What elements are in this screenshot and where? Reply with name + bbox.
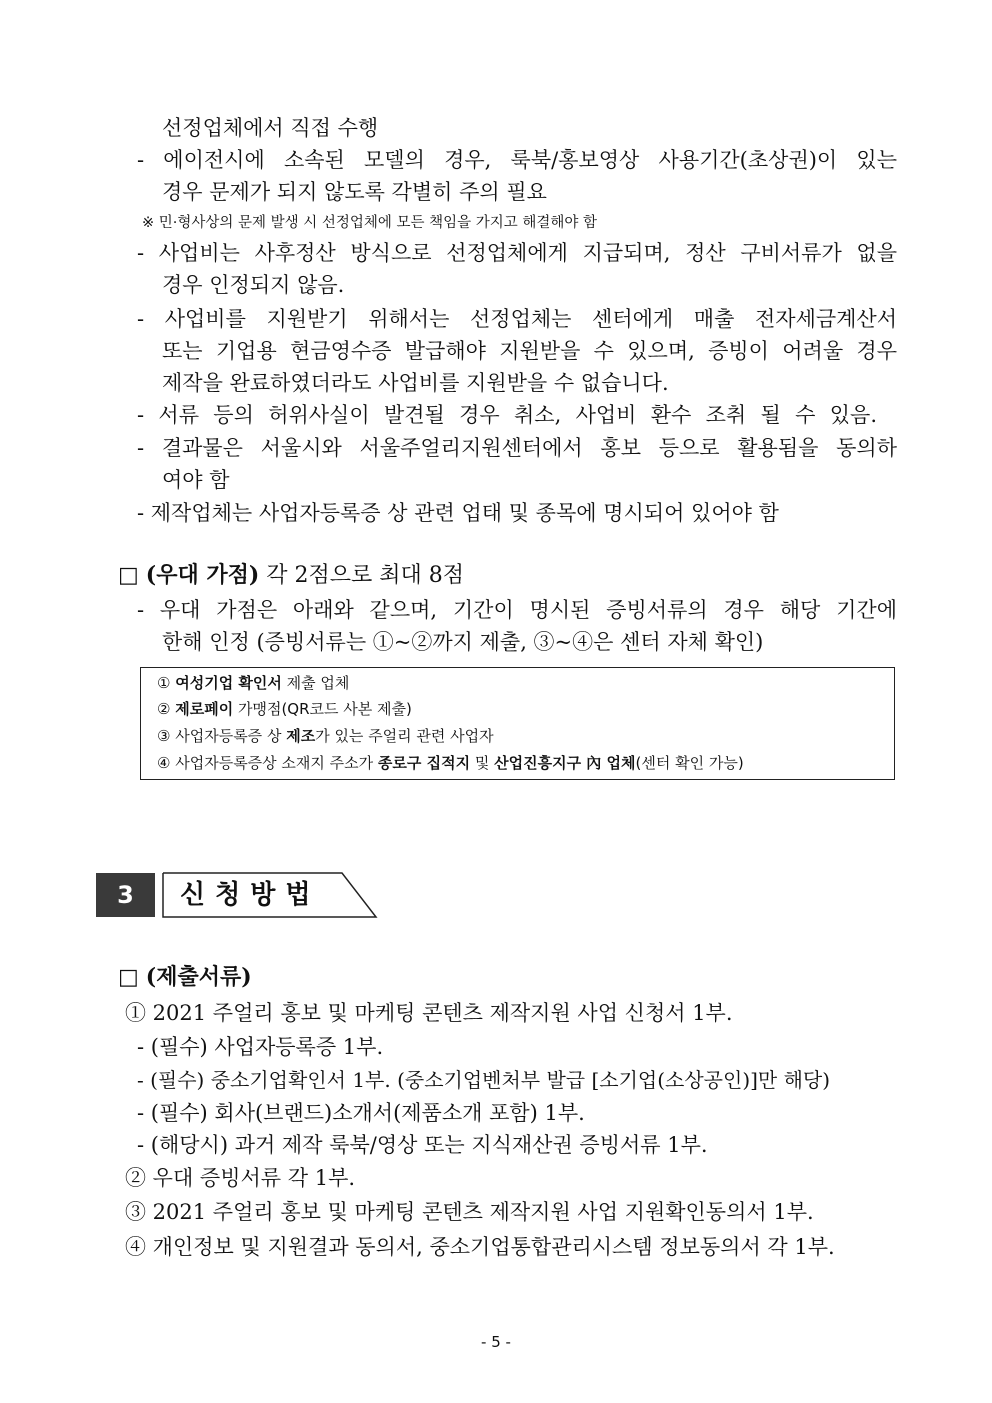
bonus-line: 한해 인정 (증빙서류는 ①~②까지 제출, ③~④은 센터 자체 확인) <box>162 630 764 654</box>
body-line: 선정업체에서 직접 수행 <box>162 116 379 140</box>
bonus-title: (우대 가점) <box>145 562 260 588</box>
docs-line: - (필수) 회사(브랜드)소개서(제품소개 포함) 1부. <box>137 1101 585 1125</box>
body-line: - 결과물은 서울시와 서울주얼리지원센터에서 홍보 등으로 활용됨을 동의하 <box>137 436 897 460</box>
docs-line: ① 2021 주얼리 홍보 및 마케팅 콘텐츠 제작지원 사업 신청서 1부. <box>125 1001 733 1025</box>
body-line: 여야 함 <box>162 468 230 492</box>
bonus-item: ② 제로페이 가맹점(QR코드 사본 제출) <box>157 700 412 718</box>
bonus-heading <box>118 560 464 591</box>
page-number: - 5 - <box>481 1333 511 1351</box>
body-line: 제작을 완료하였더라도 사업비를 지원받을 수 없습니다. <box>162 371 669 395</box>
docs-line: - (필수) 사업자등록증 1부. <box>137 1035 384 1059</box>
docs-line: ② 우대 증빙서류 각 1부. <box>125 1166 356 1190</box>
body-line: 경우 인정되지 않음. <box>162 273 345 297</box>
docs-line: ④ 개인정보 및 지원결과 동의서, 중소기업통합관리시스템 정보동의서 각 1부. <box>125 1235 835 1259</box>
body-line: - 서류 등의 허위사실이 발견될 경우 취소, 사업비 환수 조취 될 수 있음. <box>137 403 877 427</box>
body-line: 또는 기업용 현금영수증 발급해야 지원받을 수 있으며, 증빙이 어려울 경우 <box>162 339 897 363</box>
docs-line: - (필수) 중소기업확인서 1부. (중소기업벤처부 발급 [소기업(소상공인)]만 해당) <box>137 1068 831 1092</box>
body-line: - 에이전시에 소속된 모델의 경우, 룩북/홍보영상 사용기간(초상권)이 있는 <box>137 148 897 172</box>
body-line: 경우 문제가 되지 않도록 각별히 주의 필요 <box>162 180 547 204</box>
note-line: ※ 민·형사상의 문제 발생 시 선정업체에 모든 책임을 가지고 해결해야 함 <box>142 215 598 231</box>
bonus-item: ④ 사업자등록증상 소재지 주소가 종로구 집적지 및 산업진흥지구 內 업체(센터 확인 가능) <box>157 754 744 772</box>
docs-line: ③ 2021 주얼리 홍보 및 마케팅 콘텐츠 제작지원 사업 지원확인동의서 1부. <box>125 1200 814 1224</box>
body-line: - 사업비는 사후정산 방식으로 선정업체에게 지급되며, 정산 구비서류가 없을 <box>137 241 897 265</box>
body-line: - 사업비를 지원받기 위해서는 선정업체는 센터에게 매출 전자세금계산서 <box>137 307 897 331</box>
section-title: 신청방법 <box>180 880 321 910</box>
checkbox-icon: □ <box>118 965 139 990</box>
bonus-criteria-box <box>140 667 895 780</box>
bonus-item: ① 여성기업 확인서 제출 업체 <box>157 674 350 692</box>
docs-line: - (해당시) 과거 제작 룩북/영상 또는 지식재산권 증빙서류 1부. <box>137 1133 708 1157</box>
section-number: 3 <box>96 873 155 917</box>
bonus-title-rest: 각 2점으로 최대 8점 <box>266 563 465 588</box>
body-line: - 제작업체는 사업자등록증 상 관련 업태 및 종목에 명시되어 있어야 함 <box>137 501 779 525</box>
docs-heading <box>118 962 252 993</box>
docs-title: (제출서류) <box>145 964 252 990</box>
bonus-line: - 우대 가점은 아래와 같으며, 기간이 명시된 증빙서류의 경우 해당 기간에 <box>137 598 897 622</box>
checkbox-icon: □ <box>118 563 139 588</box>
bonus-item: ③ 사업자등록증 상 제조가 있는 주얼리 관련 사업자 <box>157 727 494 745</box>
